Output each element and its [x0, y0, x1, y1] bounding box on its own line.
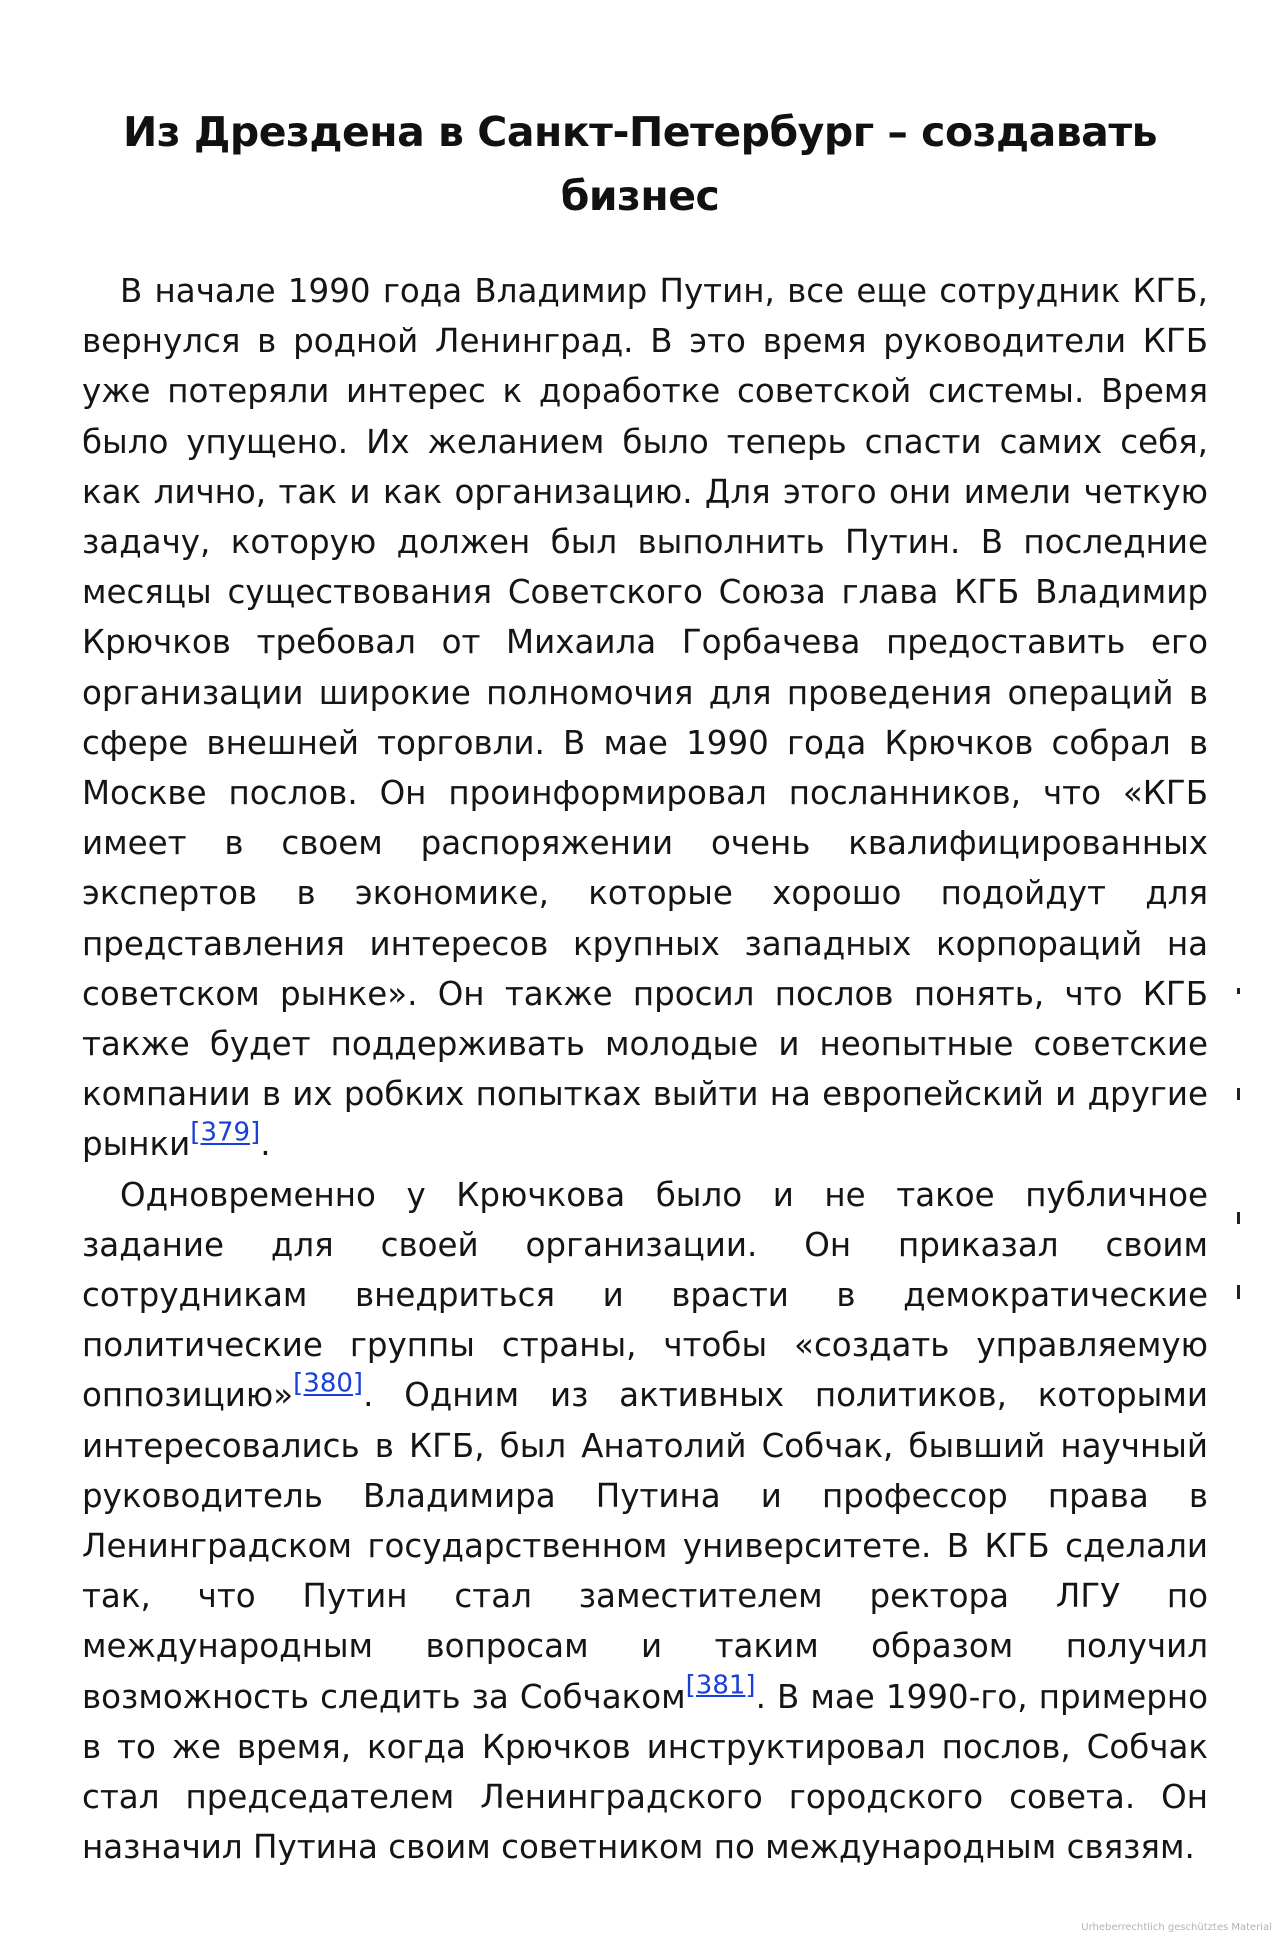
- scan-edge-mark: [1237, 1285, 1240, 1299]
- scan-edge-mark: [1237, 1212, 1240, 1224]
- paragraph-2-text-1: Одновременно у Крючкова было и не такое публичное задание для своей организации. Он приказал своим сотрудникам внедриться и врасти в демократические политические группы страны, чтобы «создать управляемую оппозицию»: [82, 1175, 1208, 1415]
- paragraph-1-text-1: В начале 1990 года Владимир Путин, все еще сотрудник КГБ, вернулся в родной Ленинград. В это время руководители КГБ уже потеряли интерес к доработке советской системы. Время было упущено. Их желанием было теперь спасти самих себя, как лично, так и как организацию. Для этого они имели четкую задачу, которую должен был выполнить Путин. В последние месяцы существования Советского Союза глава КГБ Владимир Крючков требовал от Михаила Горбачева предоставить его организации широкие полномочия для проведения операций в сфере внешней торговли. В мае 1990 года Крючков собрал в Москве послов. Он проинформировал посланников, что «КГБ имеет в своем распоряжении очень квалифицированных экспертов в экономике, которые хорошо подойдут для представления интересов крупных западных корпораций на советском рынке». Он также просил послов понять, что КГБ также будет поддерживать молодые и неопытные советские компании в их робких попытках выйти на европейский и другие рынки: [82, 272, 1208, 1164]
- footnote-link-379[interactable]: [379]: [190, 1118, 261, 1149]
- paragraph-1: [82, 266, 1208, 1170]
- paragraph-2-text-3: . В мае 1990-го, примерно в то же время, когда Крючков инструктировал послов, Собчак стал председателем Ленинградского городского совета. Он назначил Путина своим советником по международным связям.: [82, 1677, 1208, 1867]
- footnote-link-380[interactable]: [380]: [293, 1369, 364, 1400]
- chapter-title: Из Дрездена в Санкт-Петербург – создавать бизнес: [122, 108, 1158, 220]
- scan-edge-mark: [1237, 988, 1240, 994]
- paragraph-2-text-2: . Одним из активных политиков, которыми интересовались в КГБ, был Анатолий Собчак, бывший научный руководитель Владимира Путина и профессор права в Ленинградском государственном университете. В КГБ сделали так, что Путин стал заместителем ректора ЛГУ по международным вопросам и таким образом получил возможность следить за Собчаком: [82, 1376, 1208, 1716]
- paragraph-2: [82, 1170, 1208, 1873]
- watermark: Urheberrechtlich geschütztes Material: [1081, 1922, 1272, 1933]
- paragraph-1-text-2: .: [260, 1125, 271, 1164]
- footnote-link-381[interactable]: [381]: [685, 1670, 756, 1701]
- scan-edge-mark: [1237, 1088, 1240, 1100]
- chapter-body: [82, 266, 1208, 1873]
